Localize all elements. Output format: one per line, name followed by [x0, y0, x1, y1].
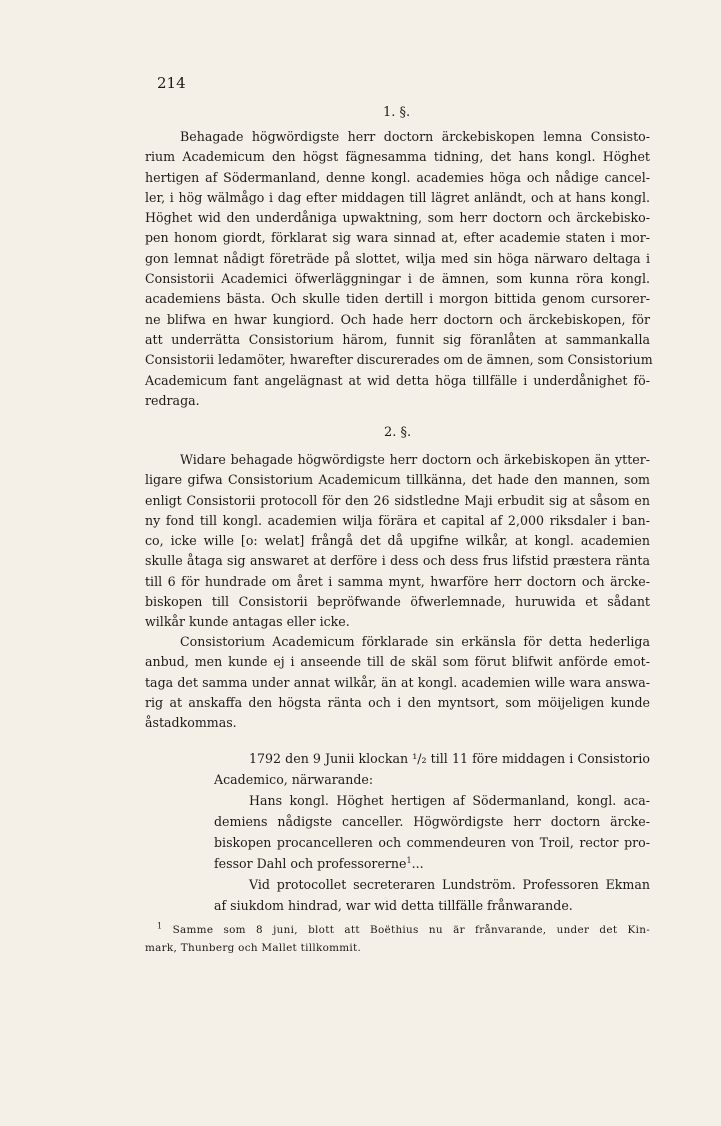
- text-line: taga det samma under annat wilkår, än at kongl. academien wille wara answa-: [145, 674, 650, 690]
- text-line: af siukdom hindrad, war wid detta tillfälle frånwarande.: [214, 898, 573, 913]
- text-line: gon lemnat nådigt företräde på slottet, wilja med sin höga närwaro deltaga i: [145, 250, 650, 266]
- minutes-block: [214, 748, 650, 916]
- text-line: Behagade högwördigste herr doctorn ärckebiskopen lemna Consisto-: [180, 129, 650, 144]
- text-line: wilkår kunde antagas eller icke.: [145, 614, 350, 630]
- text-line: anbud, men kunde ej i anseende till de skäl som förut blifwit anförde emot-: [145, 654, 650, 670]
- text-line: Höghet wid den underdåniga upwaktning, som herr doctorn och ärckebisko-: [145, 210, 650, 226]
- text-line: skulle åtaga sig answaret at derföre i dess och dess frus lifstid præstera ränta: [145, 553, 650, 569]
- text-line: hertigen af Södermanland, denne kongl. academies höga och nådige cancel-: [145, 169, 650, 185]
- minutes-date-line: 1792 den 9 Junii klockan ¹/₂ till 11 före middagen i Consistorio: [249, 751, 651, 766]
- text-line: Vid protocollet secreteraren Lundström. Professoren Ekman: [249, 877, 650, 892]
- text-line: Consistorii Academici öfwerläggningar i de ämnen, som kunna röra kongl.: [145, 271, 650, 287]
- text-line: academiens bästa. Och skulle tiden dertill i morgon bittida genom cursorer-: [145, 291, 650, 307]
- half-fraction: ¹/₂: [412, 751, 427, 766]
- section-2-paragraph-1: [145, 450, 650, 633]
- text-line: pen honom giordt, förklarat sig wara sinnad at, efter academie staten i mor-: [145, 230, 650, 246]
- text-line: till 6 för hundrade om året i samma mynt, hwarföre herr doctorn och ärcke-: [145, 573, 650, 589]
- text-line: ler, i hög wälmågo i dag efter middagen till lägret anländt, och at hans kongl.: [145, 189, 650, 205]
- section-1-heading: 1. §.: [383, 105, 411, 120]
- minutes-attendance-line: Academico, närwarande:: [214, 772, 374, 787]
- text-line: Consistorii ledamöter, hwarefter discurerades om de ämnen, som Consistorium: [145, 352, 653, 368]
- section-2-paragraph-2: [145, 632, 650, 733]
- text-line: co, icke wille [o: welat] frångå det då upgifne wilkår, at kongl. academien: [145, 533, 650, 549]
- text-line: ne blifwa en hwar kungiord. Och hade herr doctorn och ärckebiskopen, för: [145, 311, 650, 327]
- text-line: enligt Consistorii protocoll för den 26 sidstledne Maji erbudit sig at såsom en: [145, 492, 650, 508]
- footnote: [145, 922, 650, 957]
- text-line: Consistorium Academicum förklarade sin erkänsla för detta hederliga: [180, 634, 650, 649]
- text-line: biskopen till Consistorii bepröfwande öfwerlemnade, huruwida et sådant: [145, 594, 650, 610]
- footnote-reference: 1: [406, 855, 412, 865]
- text-line: rium Academicum den högst fägnesamma tidning, det hans kongl. Höghet: [145, 149, 650, 165]
- secretary-lines: [214, 874, 650, 916]
- text-line: ligare gifwa Consistorium Academicum tillkänna, det hade den mannen, som: [145, 472, 650, 488]
- footnote-line-1: $^1$ Samme som 8 juni, blott att Boëthius nu är frånvarande, under det Kin-: [157, 921, 651, 936]
- text-line: åstadkommas.: [145, 715, 237, 731]
- page-number: 214: [157, 74, 186, 92]
- text-line: demiens nådigste canceller. Högwördigste herr doctorn ärcke-: [214, 814, 650, 829]
- present-members: [214, 790, 650, 853]
- present-last-line: fessor Dahl och professorerne$^1$...: [214, 855, 424, 871]
- text-line: redraga.: [145, 392, 200, 408]
- section-2-heading: 2. §.: [384, 425, 412, 440]
- section-1-text: [145, 127, 653, 411]
- footnote-marker: 1: [157, 921, 163, 931]
- text-line: rig at anskaffa den högsta ränta och i den myntsort, som möijeligen kunde: [145, 694, 650, 710]
- text-line: ny fond till kongl. academien wilja förära et capital af 2,000 riksdaler i ban-: [145, 512, 650, 528]
- footnote-line-2: mark, Thunberg och Mallet tillkommit.: [145, 941, 362, 954]
- text-line: Academicum fant angelägnast at wid detta höga tillfälle i underdånighet fö-: [145, 372, 650, 388]
- text-line: att underrätta Consistorium härom, funnit sig föranlåten at sammankalla: [145, 331, 650, 347]
- text-line: biskopen procancelleren och commendeuren von Troil, rector pro-: [214, 835, 650, 850]
- text-line: Hans kongl. Höghet hertigen af Södermanland, kongl. aca-: [249, 793, 650, 808]
- text-line: Widare behagade högwördigste herr doctorn och ärkebiskopen än ytter-: [180, 452, 650, 467]
